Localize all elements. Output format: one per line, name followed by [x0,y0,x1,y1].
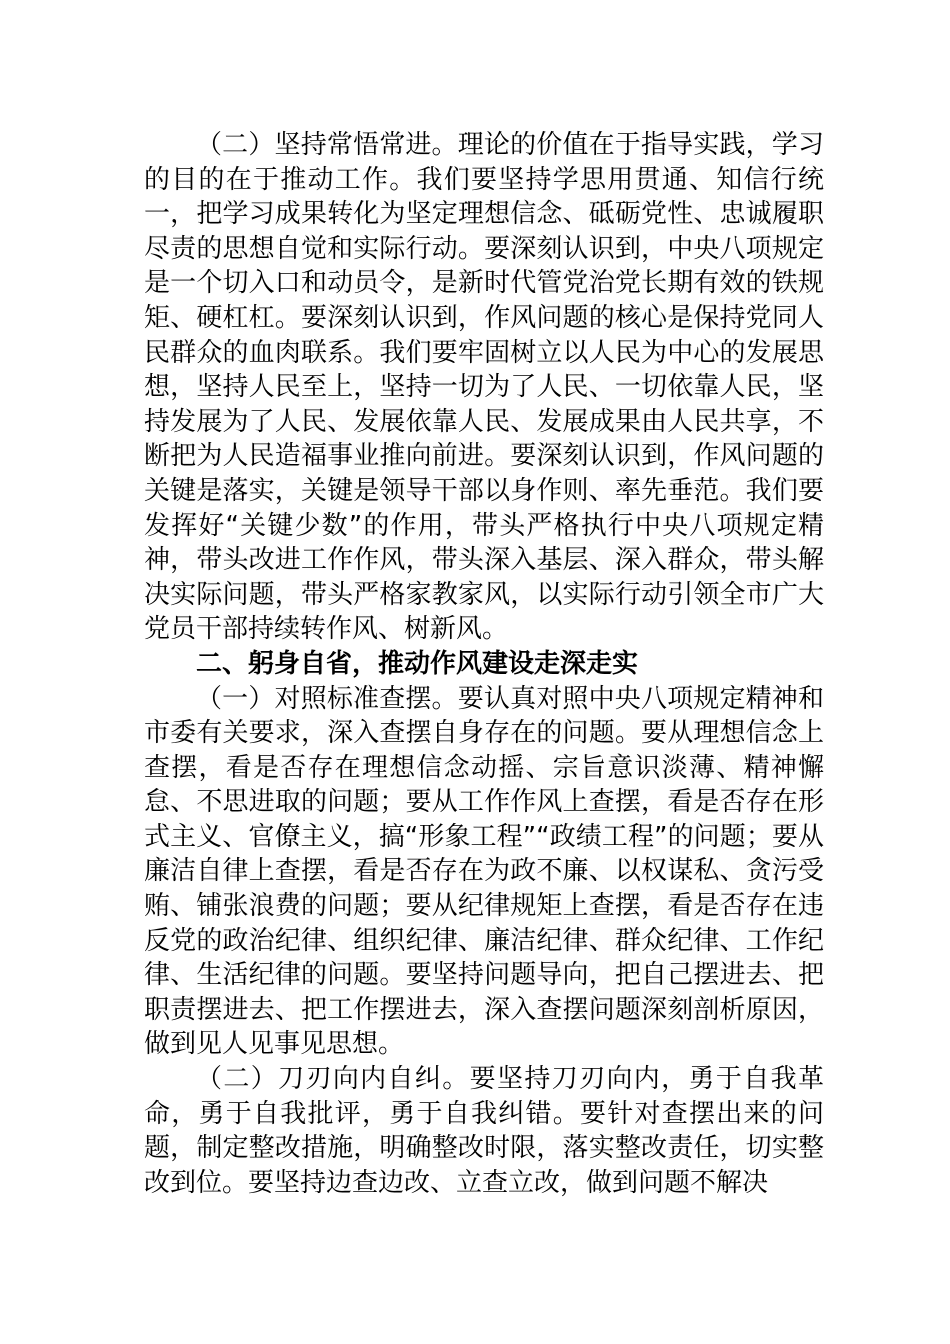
paragraph-self-correction: （二）刀刃向内自纠。要坚持刀刃向内，勇于自我革命，勇于自我批评，勇于自我纠错。要针对查摆出来的问题，制定整改措施，明确整改时限，落实整改责任，切实整改到位。要坚持边查边改、立查立改，做到问题不解决 [144,1064,824,1198]
paragraph-persist-learning: （二）坚持常悟常进。理论的价值在于指导实践，学习的目的在于推动工作。我们要坚持学思用贯通、知信行统一，把学习成果转化为坚定理想信念、砥砺党性、忠诚履职尽责的思想自觉和实际行动。要深刻认识到，中央八项规定是一个切入口和动员令，是新时代管党治党长期有效的铁规矩、硬杠杠。要深刻认识到，作风问题的核心是保持党同人民群众的血肉联系。我们要牢固树立以人民为中心的发展思想，坚持人民至上，坚持一切为了人民、一切依靠人民，坚持发展为了人民、发展依靠人民、发展成果由人民共享，不断把为人民造福事业推向前进。要深刻认识到，作风问题的关键是落实，关键是领导干部以身作则、率先垂范。我们要发挥好“关键少数”的作用，带头严格执行中央八项规定精神，带头改进工作作风，带头深入基层、深入群众，带头解决实际问题，带头严格家教家风，以实际行动引领全市广大党员干部持续转作风、树新风。 [144,130,824,645]
section-heading-self-reflection: 二、躬身自省，推动作风建设走深走实 [196,648,639,679]
document-body [144,128,824,1200]
paragraph-check-against-standards: （一）对照标准查摆。要认真对照中央八项规定精神和市委有关要求，深入查摆自身存在的问题。要从理想信念上查摆，看是否存在理想信念动摇、宗旨意识淡薄、精神懈怠、不思进取的问题；要从工作作风上查摆，看是否存在形式主义、官僚主义，搞“形象工程”“政绩工程”的问题；要从廉洁自律上查摆，看是否存在为政不廉、以权谋私、贪污受贿、铺张浪费的问题；要从纪律规矩上查摆，看是否存在违反党的政治纪律、组织纪律、廉洁纪律、群众纪律、工作纪律、生活纪律的问题。要坚持问题导向，把自己摆进去、把职责摆进去、把工作摆进去，深入查摆问题深刻剖析原因，做到见人见事见思想。 [144,683,824,1060]
